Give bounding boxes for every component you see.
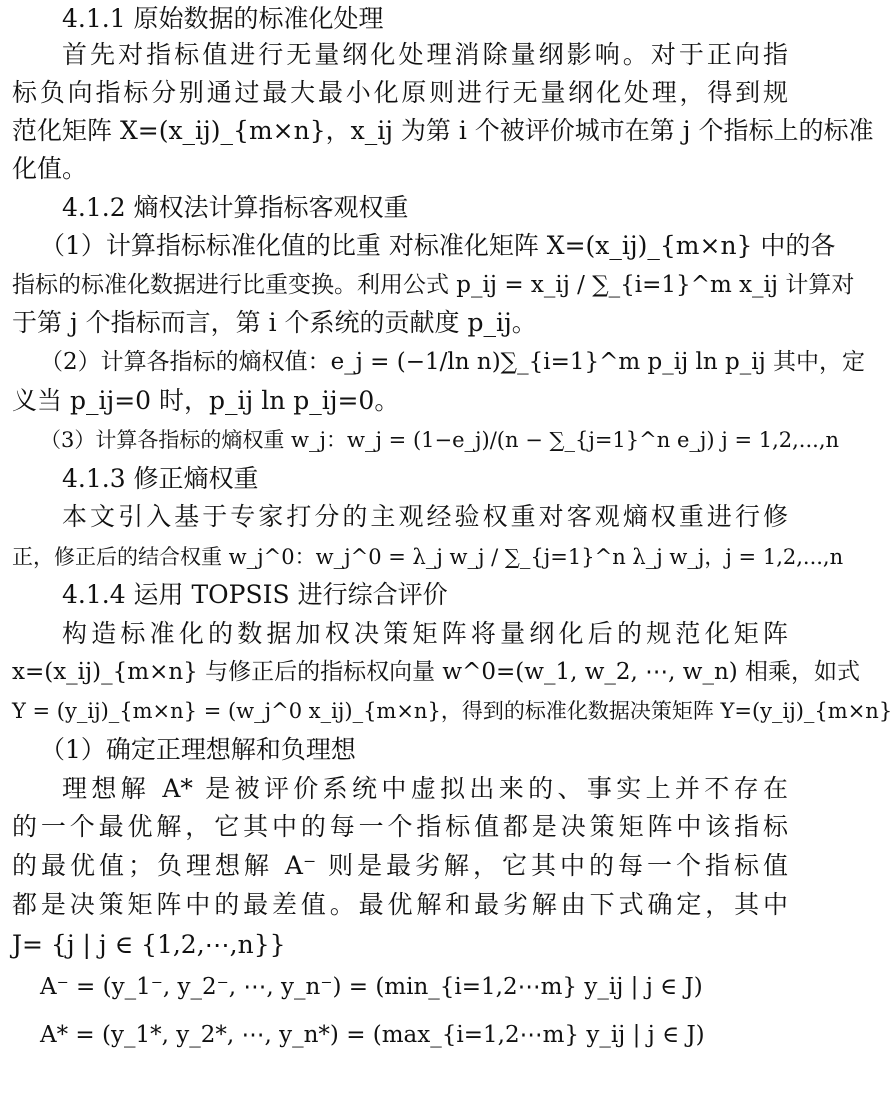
formula-line: 正，修正后的结合权重 w_j^0：w_j^0 = λ_j w_j / ∑_{j=1}^n λ_j w_j，j = 1,2,...,n: [12, 545, 844, 569]
paragraph-line: 首先对指标值进行无量纲化处理消除量纲影响。对于正向指: [62, 40, 788, 69]
section-heading-4-1-2: 4.1.2 熵权法计算指标客观权重: [62, 193, 409, 222]
paragraph-line: 理想解 A* 是被评价系统中虚拟出来的、事实上并不存在: [62, 774, 788, 803]
paragraph-line: 构造标准化的数据加权决策矩阵将量纲化后的规范化矩阵: [62, 619, 788, 648]
paragraph-line: 标负向指标分别通过最大最小化原则进行无量纲化处理，得到规: [12, 78, 788, 107]
paragraph-line: （1）计算指标标准化值的比重 对标准化矩阵 X=(x_ij)_{m×n} 中的各: [40, 231, 836, 260]
paragraph-line: 化值。: [12, 154, 88, 183]
paragraph-line: 都是决策矩阵中的最差值。最优解和最劣解由下式确定，其中: [12, 890, 788, 919]
paragraph-line: 义当 p_ij=0 时，p_ij ln p_ij=0。: [12, 386, 400, 415]
formula-line: （2）计算各指标的熵权值：e_j = (−1/ln n)∑_{i=1}^m p_ij ln p_ij 其中，定: [40, 349, 866, 375]
formula-a-star: A* = (y_1*, y_2*, ⋯, y_n*) = (max_{i=1,2⋯m} y_ij | j ∈ J): [40, 1022, 705, 1048]
section-heading-4-1-3: 4.1.3 修正熵权重: [62, 464, 259, 493]
paragraph-line: 于第 j 个指标而言，第 i 个系统的贡献度 p_ij。: [12, 308, 537, 337]
paragraph-line: 本文引入基于专家打分的主观经验权重对客观熵权重进行修: [62, 502, 788, 531]
formula-a-minus: A⁻ = (y_1⁻, y_2⁻, ⋯, y_n⁻) = (min_{i=1,2⋯m} y_ij | j ∈ J): [40, 974, 703, 1000]
subsection-heading: （1）确定正理想解和负理想: [40, 735, 356, 764]
formula-set-j: J= {j | j ∈ {1,2,⋯,n}}: [12, 930, 286, 959]
formula-line: x=(x_ij)_{m×n} 与修正后的指标权向量 w^0=(w_1, w_2, ⋯, w_n) 相乘，如式: [12, 659, 861, 685]
section-heading-4-1-1: 4.1.1 原始数据的标准化处理: [62, 4, 384, 33]
formula-line: Y = (y_ij)_{m×n} = (w_j^0 x_ij)_{m×n}，得到的标准化数据决策矩阵 Y=(y_ij)_{m×n}: [12, 699, 892, 723]
section-heading-4-1-4: 4.1.4 运用 TOPSIS 进行综合评价: [62, 580, 448, 609]
formula-line: 指标的标准化数据进行比重变换。利用公式 p_ij = x_ij / ∑_{i=1}^m x_ij 计算对: [12, 272, 855, 298]
paragraph-line: 的一个最优解，它其中的每一个指标值都是决策矩阵中该指标: [12, 812, 788, 841]
paragraph-line: 范化矩阵 X=(x_ij)_{m×n}，x_ij 为第 i 个被评价城市在第 j 个指标上的标准: [12, 116, 874, 145]
paragraph-line: 的最优值；负理想解 A⁻ 则是最劣解，它其中的每一个指标值: [12, 851, 788, 880]
formula-line: （3）计算各指标的熵权重 w_j：w_j = (1−e_j)/(n − ∑_{j=1}^n e_j) j = 1,2,...,n: [40, 428, 840, 452]
